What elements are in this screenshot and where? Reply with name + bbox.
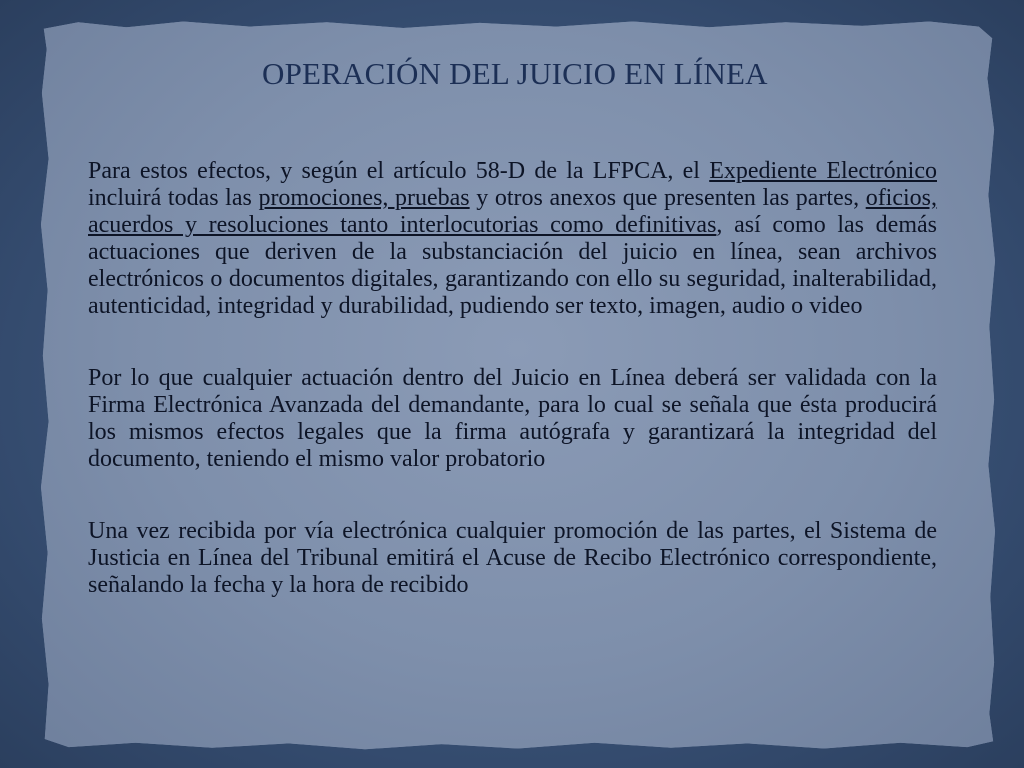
slide-body	[88, 158, 937, 599]
underlined-term-oficios: oficios, acuerdos y resoluciones tanto interlocutorias como definitivas	[88, 185, 938, 238]
underlined-term-promociones: promociones, pruebas	[258, 185, 470, 211]
paragraph-acuse: Una vez recibida por vía electrónica cualquier promoción de las partes, el Sistema de Justicia en Línea del Tribunal emitirá el Acuse de Recibo Electrónico correspondiente, señalando la fecha y la hora de recibido	[88, 518, 937, 598]
slide-title: OPERACIÓN DEL JUICIO EN LÍNEA	[262, 56, 768, 91]
paragraph-text: Para estos efectos, y según el artículo 58-D de la LFPCA, el	[88, 158, 710, 184]
paragraph-firma: Por lo que cualquier actuación dentro del Juicio en Línea deberá ser validada con la Firma Electrónica Avanzada del demandante, para lo cual se señala que ésta producirá los mismos efectos legales que la firma autógrafa y garantizará la integridad del documento, teniendo el mismo valor probatorio	[88, 365, 937, 472]
underlined-term-expediente: Expediente Electrónico	[709, 158, 937, 184]
paragraph-text: y otros anexos que presenten las partes,	[469, 185, 866, 211]
paragraph-expediente	[88, 158, 937, 320]
paragraph-text: incluirá todas las	[88, 185, 259, 211]
paragraph-text: , así como las demás actuaciones que deriven de la substanciación del juicio en línea, sean archivos electrónicos o documentos digitales, garantizando con ello su seguridad, inalterabilidad, autenticidad, integridad y durabilidad, pudiendo ser texto, imagen, audio o video	[88, 212, 937, 319]
